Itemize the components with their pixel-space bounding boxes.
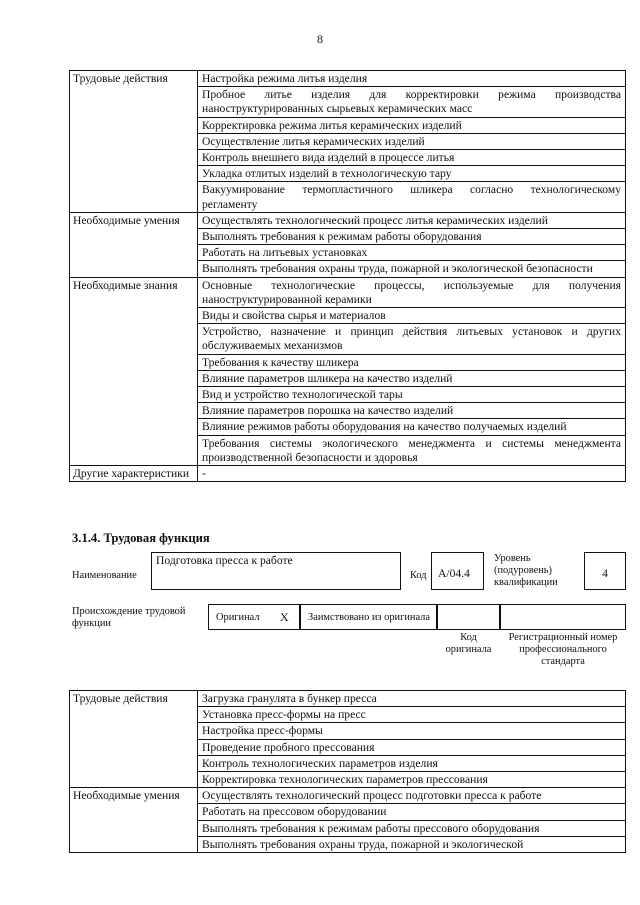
name-value: Подготовка пресса к работе (156, 554, 293, 567)
reg-number-caption: Регистрационный номер профессионального стандарта (508, 632, 618, 667)
table-row (70, 788, 626, 804)
row-item: Корректировка технологических параметров прессования (198, 772, 626, 788)
original-box (208, 604, 300, 630)
table-row (70, 691, 626, 707)
table-row (70, 466, 626, 482)
row-item: Настройка пресс-формы (198, 723, 626, 739)
code-value-box (431, 552, 484, 590)
level-value-box (584, 552, 626, 590)
level-label: Уровень (подуровень) квалификации (494, 553, 558, 588)
code-value: A/04.4 (438, 567, 470, 580)
name-label: Наименование (72, 570, 137, 581)
row-item: Основные технологические процессы, используемые для получения наноструктурированной керамики (198, 277, 626, 307)
row-item: Настройка режима литья изделия (198, 71, 626, 87)
row-item: Проведение пробного прессования (198, 739, 626, 755)
original-mark: X (280, 610, 289, 624)
code-original-box (437, 604, 500, 630)
reg-number-box (500, 604, 626, 630)
row-item: Вид и устройство технологической тары (198, 387, 626, 403)
row-item: Загрузка гранулята в бункер пресса (198, 691, 626, 707)
original-label: Оригинал (216, 612, 260, 623)
row-item: Виды и свойства сырья и материалов (198, 308, 626, 324)
row-item: Выполнять требования охраны труда, пожарной и экологической (198, 836, 626, 852)
row-item: Выполнять требования к режимам работы оборудования (198, 229, 626, 245)
row-category: Трудовые действия (70, 71, 198, 213)
section-heading: 3.1.4. Трудовая функция (72, 531, 210, 545)
row-item: Влияние режимов работы оборудования на качество получаемых изделий (198, 419, 626, 435)
row-item: Осуществление литья керамических изделий (198, 133, 626, 149)
name-value-box (151, 552, 401, 590)
row-item: Влияние параметров порошка на качество изделий (198, 403, 626, 419)
row-item: Установка пресс-формы на пресс (198, 707, 626, 723)
row-item: Осуществлять технологический процесс подготовки пресса к работе (198, 788, 626, 804)
row-category: Необходимые умения (70, 788, 198, 853)
row-item: Работать на прессовом оборудовании (198, 804, 626, 820)
labor-function-table-3-1-4 (69, 690, 626, 853)
origin-label: Происхождение трудовой функции (72, 606, 186, 629)
table-row (70, 71, 626, 87)
row-item: Укладка отлитых изделий в технологическую тару (198, 166, 626, 182)
row-item: Работать на литьевых установках (198, 245, 626, 261)
row-item: - (198, 466, 626, 482)
table-row (70, 277, 626, 307)
row-item: Вакуумирование термопластичного шликера согласно технологическому регламенту (198, 182, 626, 212)
row-item: Требования системы экологического менеджмента и системы менеджмента производственной безопасности и здоровья (198, 435, 626, 465)
row-category: Трудовые действия (70, 691, 198, 788)
table-row (70, 212, 626, 228)
row-item: Контроль технологических параметров изделия (198, 755, 626, 771)
code-original-caption: Код оригинала (445, 632, 492, 655)
level-value: 4 (602, 567, 608, 580)
borrowed-box (300, 604, 437, 630)
code-label: Код (410, 570, 427, 581)
row-item: Выполнять требования к режимам работы прессового оборудования (198, 820, 626, 836)
row-item: Корректировка режима литья керамических изделий (198, 117, 626, 133)
row-item: Пробное литье изделия для корректировки режима производства наноструктурированных сырьевых керамических масс (198, 87, 626, 117)
page-number: 8 (317, 32, 323, 46)
row-item: Контроль внешнего вида изделий в процессе литья (198, 150, 626, 166)
row-category: Необходимые знания (70, 277, 198, 465)
row-item: Влияние параметров шликера на качество изделий (198, 370, 626, 386)
row-item: Требования к качеству шликера (198, 354, 626, 370)
row-item: Выполнять требования охраны труда, пожарной и экологической безопасности (198, 261, 626, 277)
row-category: Необходимые умения (70, 212, 198, 277)
row-category: Другие характеристики (70, 466, 198, 482)
row-item: Устройство, назначение и принцип действия литьевых установок и других обслуживаемых механизмов (198, 324, 626, 354)
borrowed-label: Заимствовано из оригинала (308, 612, 430, 623)
row-item: Осуществлять технологический процесс литья керамических изделий (198, 212, 626, 228)
labor-function-table-3-1-3 (69, 70, 626, 482)
